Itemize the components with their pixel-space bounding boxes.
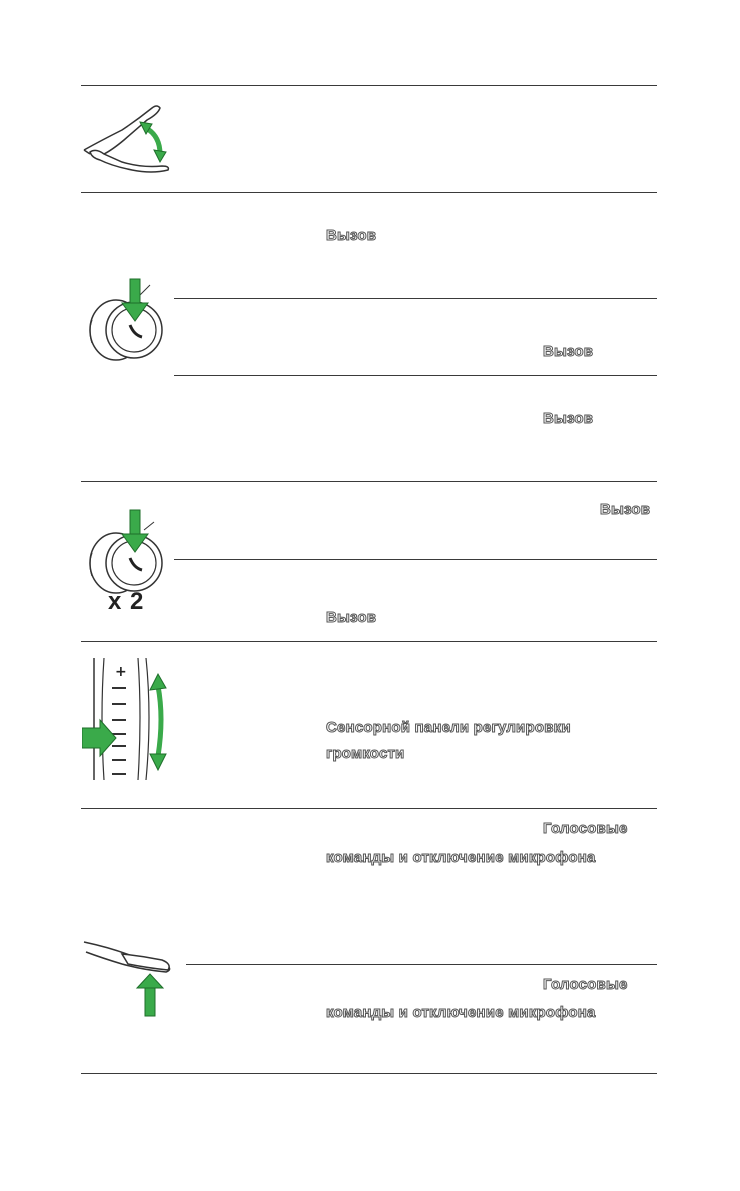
divider-4 xyxy=(174,375,657,376)
voice-commands-label-2-line1: Голосовые xyxy=(543,976,628,993)
voice-commands-label-1-line1: Голосовые xyxy=(543,820,628,837)
call-label-2: Вызов xyxy=(543,343,594,360)
boom-arm-lift-icon xyxy=(82,936,177,1018)
divider-1 xyxy=(81,85,657,86)
divider-6 xyxy=(174,559,657,560)
call-button-press-icon xyxy=(86,275,166,375)
divider-8 xyxy=(81,808,657,809)
divider-3 xyxy=(174,298,657,299)
volume-touch-panel-icon xyxy=(82,656,177,782)
voice-commands-label-1-line2: команды и отключение микрофона xyxy=(326,849,596,866)
call-button-double-press-icon xyxy=(86,508,166,598)
call-label-1: Вызов xyxy=(326,227,377,244)
divider-9 xyxy=(186,964,657,965)
divider-2 xyxy=(81,192,657,193)
svg-text:+: + xyxy=(115,664,127,680)
divider-10 xyxy=(81,1073,657,1074)
volume-panel-label-line2: громкости xyxy=(326,745,405,762)
voice-commands-label-2-line2: команды и отключение микрофона xyxy=(326,1004,596,1021)
volume-panel-label-line1: Сенсорной панели регулировки xyxy=(326,719,571,736)
divider-5 xyxy=(81,481,657,482)
divider-7 xyxy=(81,641,657,642)
double-press-multiplier: x 2 xyxy=(108,588,145,615)
call-label-3: Вызов xyxy=(543,410,594,427)
call-label-5: Вызов xyxy=(326,609,377,626)
boom-arm-rotate-icon xyxy=(82,100,177,180)
call-label-4: Вызов xyxy=(600,501,651,518)
